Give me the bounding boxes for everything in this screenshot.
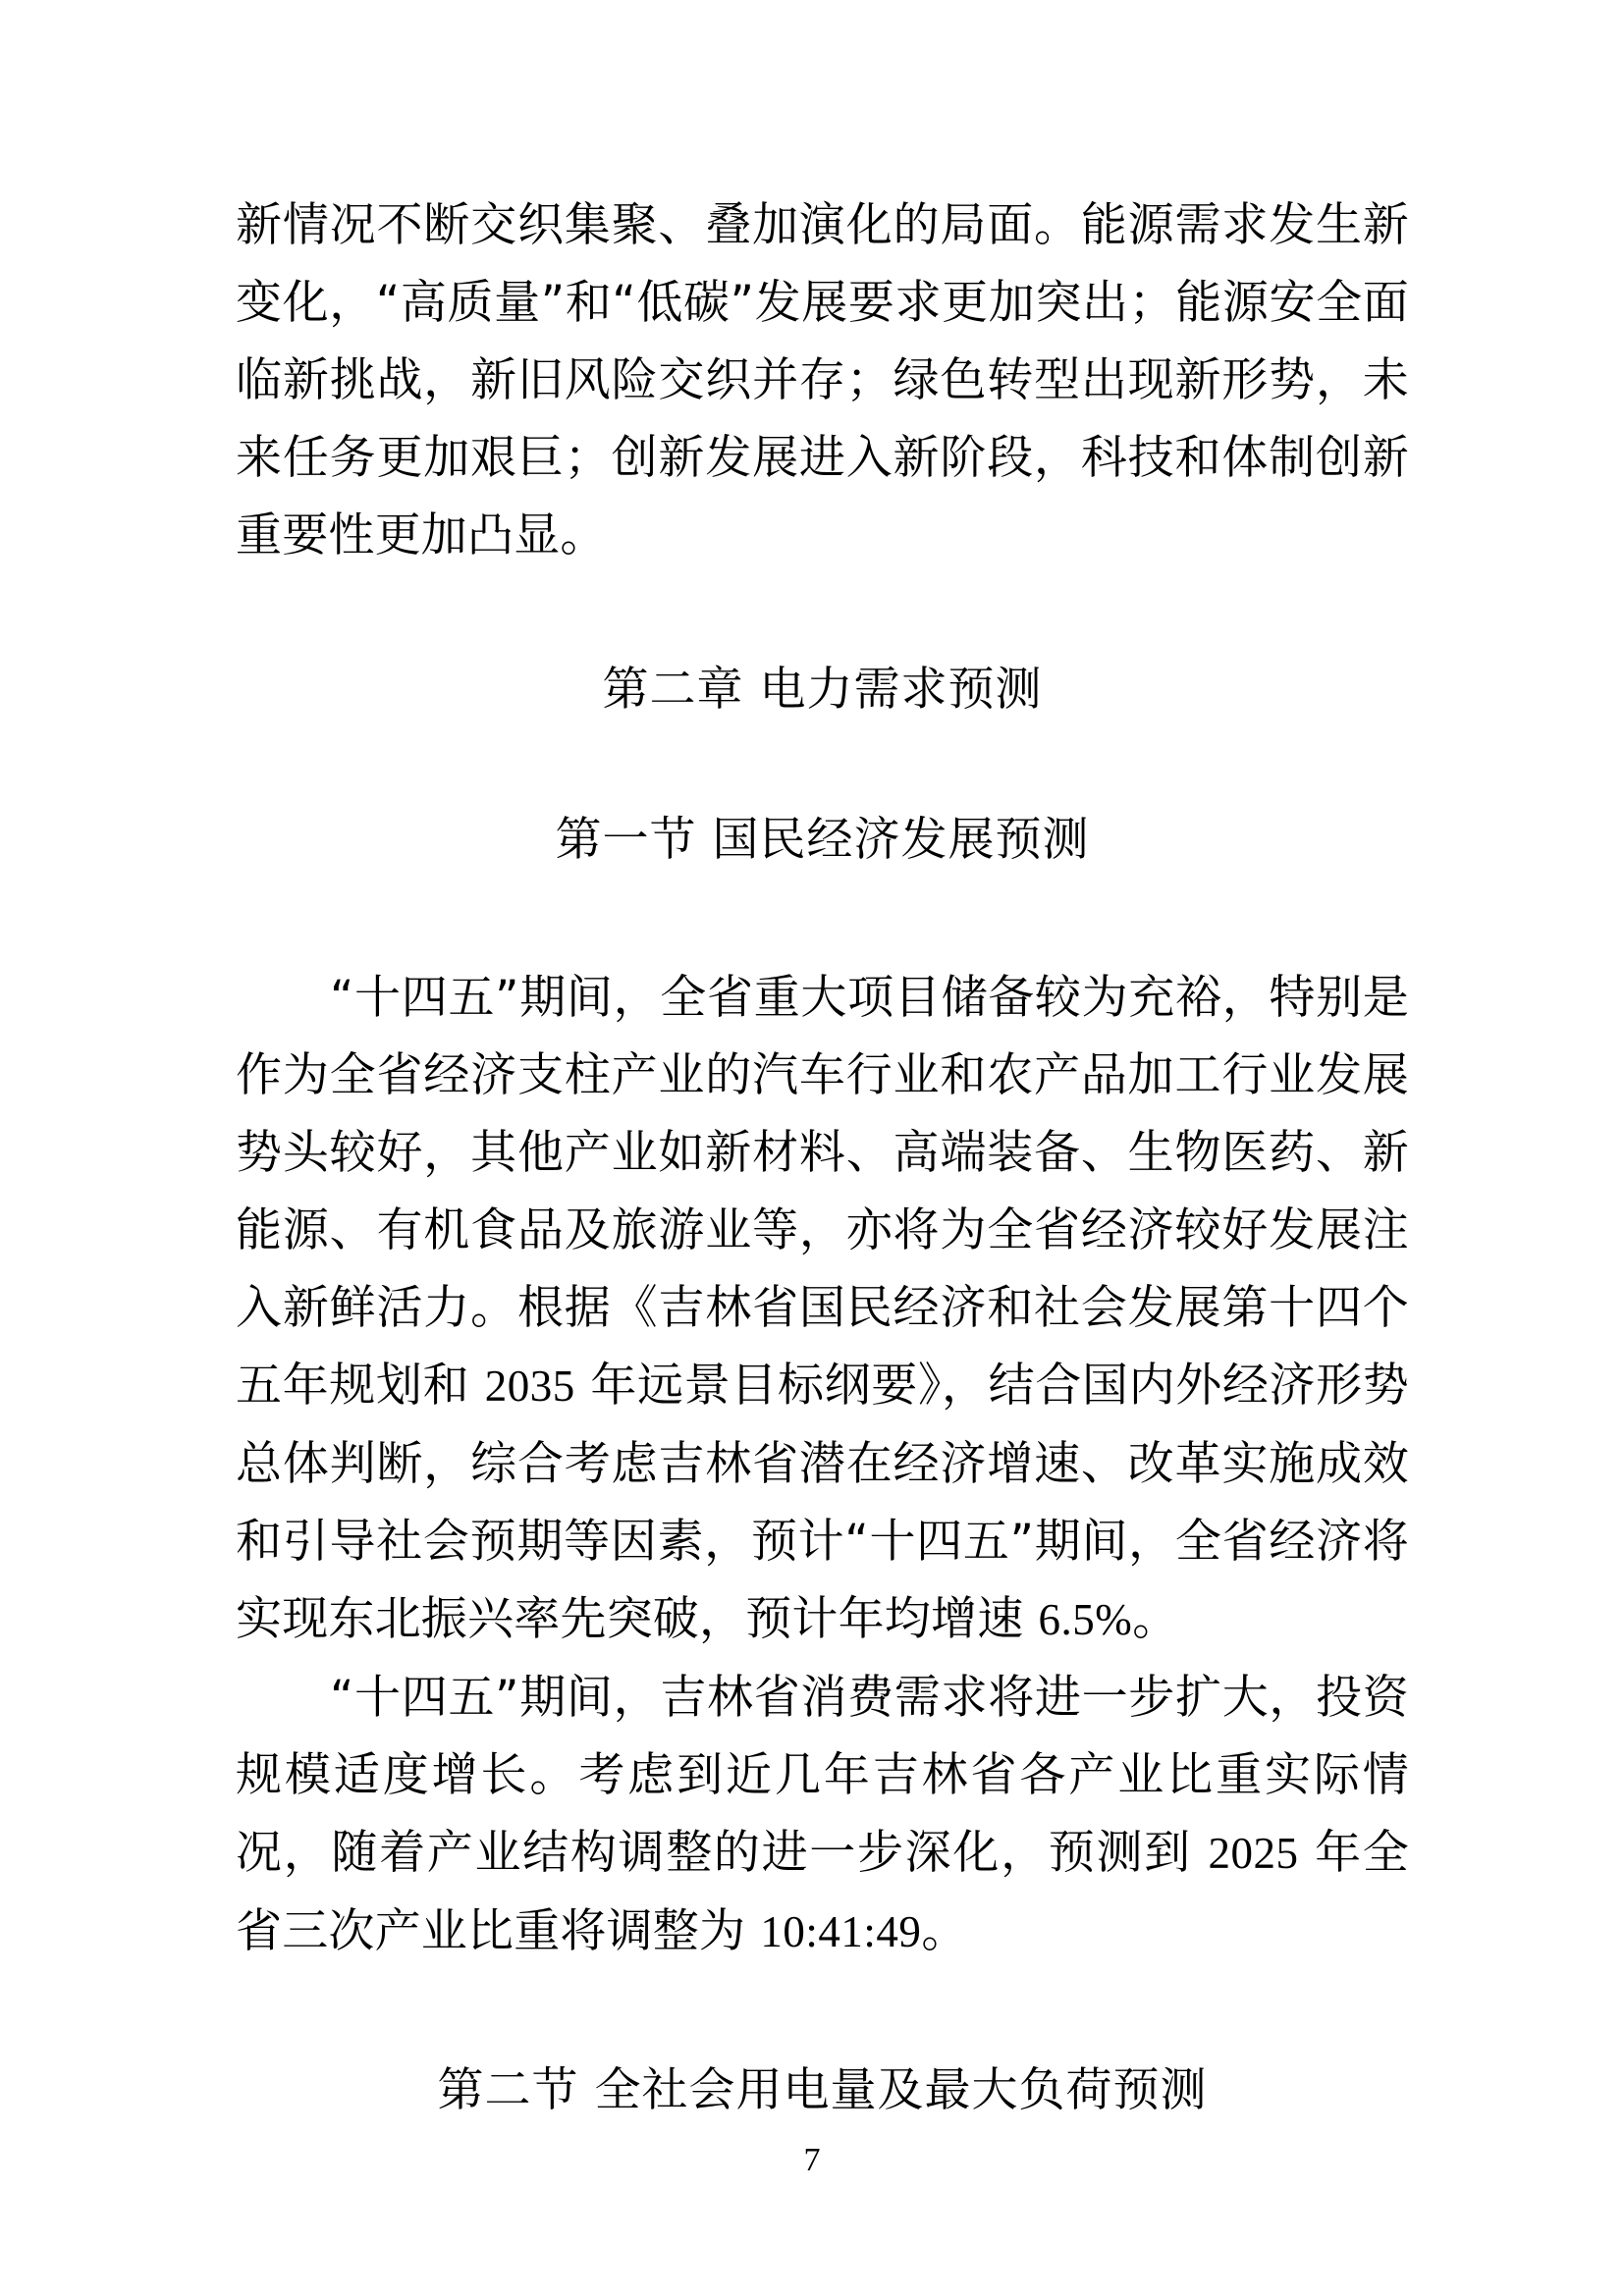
spacer <box>236 728 1409 801</box>
industry-ratio-value: 10:41:49 <box>760 1907 922 1956</box>
paragraph-industry-structure <box>236 1659 1409 1971</box>
section-heading-national-economy: 第一节 国民经济发展预测 <box>555 813 1090 867</box>
spacer <box>236 879 1409 959</box>
spacer <box>236 1971 1409 2052</box>
growth-rate-value: 6.5% <box>1038 1595 1133 1644</box>
section-heading-electricity-demand: 第二节 全社会用电量及最大负荷预测 <box>437 2063 1208 2117</box>
chapter-heading: 第二章 电力需求预测 <box>602 663 1043 717</box>
paragraph-text-part: 。 <box>1132 1592 1179 1646</box>
paragraph-text-part: 。 <box>921 1904 968 1958</box>
paragraph-text-part: “十四五”期间，吉林省消费需求将进一步扩大，投资规模适度增长。考虑到近几年吉林省各产业比重实际情况，随着产业结构调整的进一步深化，预测到 <box>236 1671 1409 1880</box>
year-2035: 2035 <box>484 1362 575 1411</box>
paragraph-economic-forecast <box>236 959 1409 1659</box>
paragraph-continued: 新情况不断交织集聚、叠加演化的局面。能源需求发生新变化，“高质量”和“低碳”发展要求更加突出；能源安全面临新挑战，新旧风险交织并存；绿色转型出现新形势，未来任务更加艰巨；创新发展进入新阶段，科技和体制创新重要性更加凸显。 <box>236 198 1409 562</box>
page-content <box>236 187 1409 2129</box>
spacer <box>236 574 1409 651</box>
page-number: 7 <box>803 2142 821 2178</box>
paragraph-text-part: 年远景目标纲要》，结合国内外经济形势总体判断，综合考虑吉林省潜在经济增速、改革实施成效和引导社会预期等因素，预计“十四五”期间，全省经济将实现东北振兴率先突破，预计年均增速 <box>236 1359 1409 1646</box>
year-2025: 2025 <box>1208 1829 1299 1878</box>
paragraph-text-part: “十四五”期间，全省重大项目储备较为充裕，特别是作为全省经济支柱产业的汽车行业和农产品加工行业发展势头较好，其他产业如新材料、高端装备、生物医药、新能源、有机食品及旅游业等，亦将为全省经济较好发展注入新鲜活力。根据《吉林省国民经济和社会发展第十四个五年规划和 <box>236 971 1409 1413</box>
paragraph-text-part: 年全省三次产业比重将调整为 <box>236 1826 1409 1958</box>
